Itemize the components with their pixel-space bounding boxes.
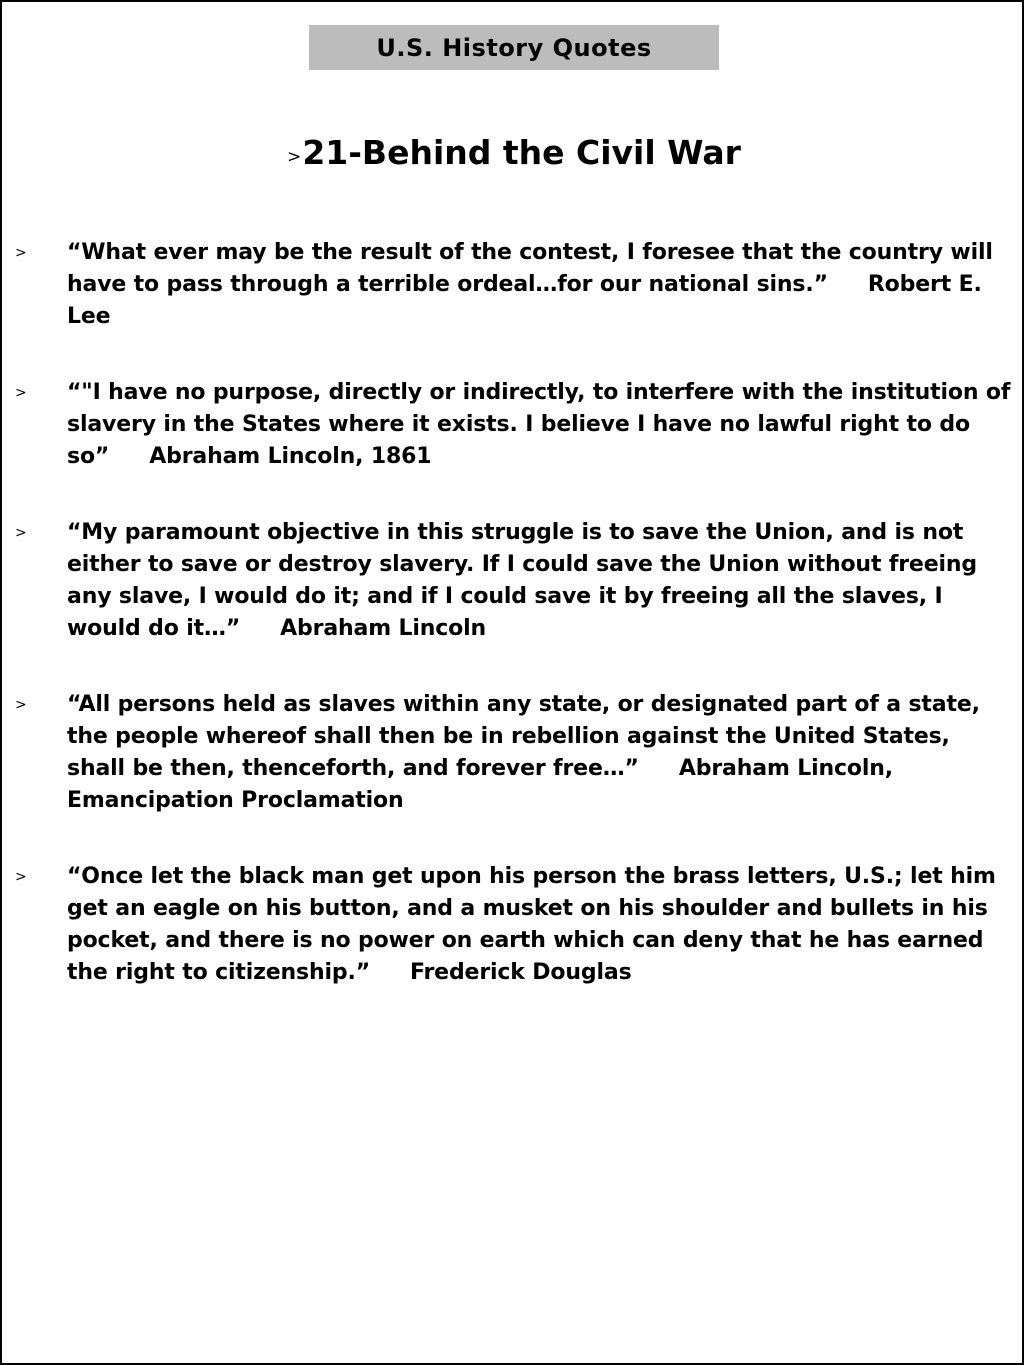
header-banner bbox=[309, 25, 719, 70]
quote-text: “All persons held as slaves within any state, or designated part of a state, the people whereof shall then be in rebellion against the United States, shall be then, thenceforth, and forever free…” bbox=[67, 692, 980, 781]
bullet-icon: > bbox=[15, 525, 27, 541]
quote-body bbox=[67, 377, 1012, 473]
quote-body bbox=[67, 517, 1012, 645]
quote-text: “What ever may be the result of the contest, I foresee that the country will have to pass through a terrible ordeal…for our national sins.” bbox=[67, 240, 993, 297]
bullet-icon: > bbox=[15, 245, 27, 261]
bullet-icon: > bbox=[15, 869, 27, 885]
quote-text: “Once let the black man get upon his person the brass letters, U.S.; let him get an eagle on his button, and a musket on his shoulder and bullets in his pocket, and there is no power on earth which can deny that he has earned the right to citizenship.” bbox=[67, 864, 996, 985]
slide-title-text: 21-Behind the Civil War bbox=[302, 133, 741, 172]
quote-author: Abraham Lincoln bbox=[280, 616, 487, 641]
quote-author: Frederick Douglas bbox=[410, 960, 632, 985]
quote-body bbox=[67, 689, 1012, 817]
bullet-icon: > bbox=[15, 697, 27, 713]
quote-text: “My paramount objective in this struggle is to save the Union, and is not either to save or destroy slavery. If I could save the Union without freeing any slave, I would do it; and if I could save it by freeing all the slaves, I would do it…” bbox=[67, 520, 977, 641]
quote-author: Abraham Lincoln, Emancipation Proclamation bbox=[67, 756, 893, 813]
title-marker-icon: > bbox=[287, 147, 302, 167]
header-title: U.S. History Quotes bbox=[376, 33, 652, 62]
quote-text: “"I have no purpose, directly or indirectly, to interfere with the institution of slavery in the States where it exists. I believe I have no lawful right to do so” bbox=[67, 380, 1011, 469]
quote-author: Robert E. Lee bbox=[67, 272, 982, 329]
quote-body bbox=[67, 861, 1012, 989]
quote-body bbox=[67, 237, 1012, 333]
slide-title bbox=[2, 133, 1024, 172]
quote-author: Abraham Lincoln, 1861 bbox=[149, 444, 432, 469]
bullet-icon: > bbox=[15, 385, 27, 401]
